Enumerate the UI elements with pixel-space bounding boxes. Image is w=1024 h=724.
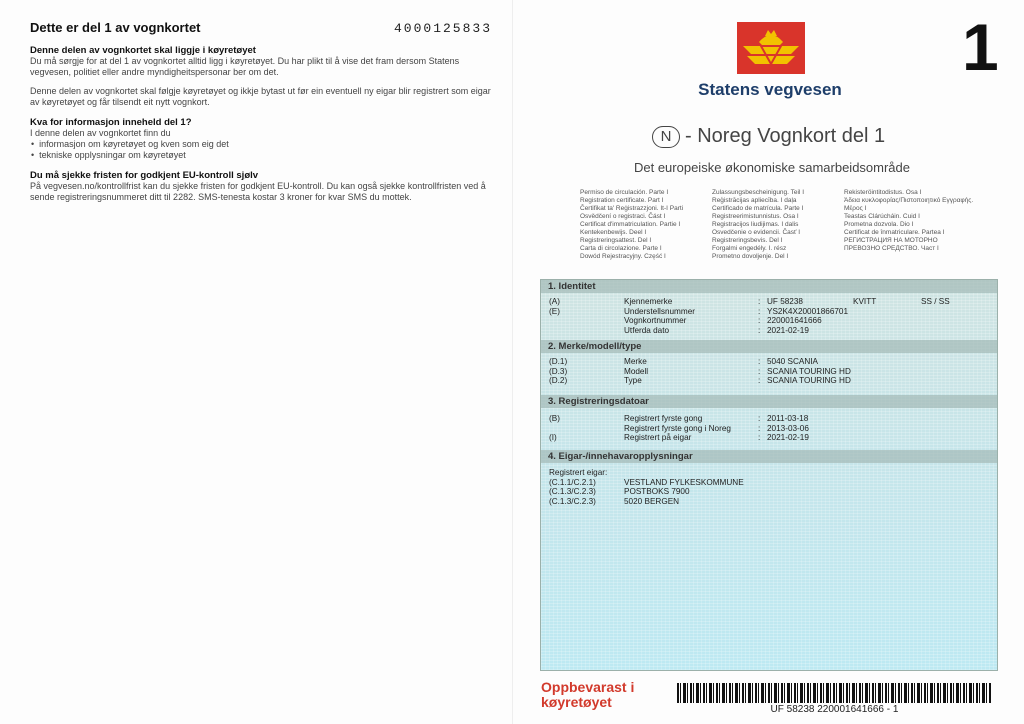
keep-in-vehicle-notice — [541, 680, 634, 710]
field-row — [541, 433, 997, 443]
list-item: • tekniske opplysningar om køyretøyet — [30, 150, 492, 161]
field-value: VESTLAND FYLKESKOMMUNE — [624, 477, 744, 487]
section-rows — [541, 463, 997, 506]
language-line: Registration certificate. Part I — [580, 197, 664, 204]
field-colon: : — [758, 357, 761, 366]
field-code: (C.1.1/C.2.1) — [549, 477, 596, 487]
field-label: Type — [624, 376, 642, 386]
field-colon: : — [758, 297, 761, 306]
language-line: Certificat d'immatriculation. Partie I — [580, 221, 681, 228]
field-value: SCANIA TOURING HD — [767, 376, 851, 386]
field-value: POSTBOKS 7900 — [624, 487, 690, 497]
page-number: 1 — [962, 10, 999, 84]
field-label: Merke — [624, 357, 647, 366]
paragraph: Du må sørgje for at del 1 av vognkortet alltid ligg i køyretøyet. Du har plikt til å vise det fram dersom Statens vegvesen, politiet eller andre myndigheitspersonar ber om det. — [30, 56, 460, 77]
section-heading: Du må sjekke fristen for godkjent EU-kontroll sjølv — [30, 170, 259, 181]
notice-line: Oppbevarast i — [541, 679, 635, 695]
field-value: UF 58238 — [767, 297, 803, 306]
statens-vegvesen-logo-icon — [737, 22, 805, 74]
brand-name: Statens vegvesen — [698, 80, 842, 99]
field-row — [541, 376, 997, 386]
language-line: Kentekenbewijs. Deel I — [580, 229, 647, 236]
field-row — [541, 497, 997, 507]
language-line: Permiso de circulación. Parte I — [580, 189, 669, 196]
field-code: (C.1.3/C.2.3) — [549, 496, 596, 506]
field-value: YS2K4X20001866701 — [767, 306, 849, 316]
field-row — [541, 297, 997, 307]
section-heading: Denne delen av vognkortet skal liggje i køyretøyet — [30, 45, 256, 56]
language-line: Carta di circolazione. Parte I — [580, 245, 662, 252]
field-code: (D.2) — [549, 376, 568, 386]
section-make-model — [541, 340, 997, 386]
language-line: Dowód Rejestracyjny. Część I — [580, 253, 666, 260]
instructions-header — [30, 20, 492, 36]
field-label: Registrert fyrste gong i Noreg — [624, 423, 731, 433]
country-code-badge: N — [652, 126, 680, 148]
language-line: Čertifikat ta' Reġistrazzjoni. It-I Parti — [580, 205, 684, 212]
field-code: (I) — [549, 433, 557, 443]
field-value: 2013-03-06 — [767, 423, 809, 433]
card-subtitle: Det europeiske økonomiske samarbeidsområde — [633, 160, 910, 175]
section-header: 4. Eigar-/innehavaropplysningar — [541, 450, 997, 463]
barcode-text: UF 58238 220001641666 - 1 — [770, 704, 899, 715]
language-line: Prometna dozvola. Dio I — [844, 221, 914, 228]
list-item: • informasjon om køyretøyet og kven som eig det — [30, 139, 492, 150]
language-line: Prometno dovoljenje. Del I — [712, 253, 789, 260]
language-line: Registreringsattest. Del I — [580, 237, 652, 244]
field-colon: : — [758, 423, 761, 433]
language-column — [712, 189, 842, 261]
field-label: Utferda dato — [624, 325, 670, 335]
field-code: (C.1.3/C.2.3) — [549, 487, 596, 497]
document-number: 4000125833 — [393, 21, 492, 36]
paragraph: På vegvesen.no/kontrollfrist kan du sjekke fristen for godkjent EU-kontroll. Du kan også sjekke kontrollfristen ved å sende registreringsnummeret ditt til 2282. SMS-tenesta kostar 3 kroner for kvar SMS du mottek. — [30, 181, 486, 202]
field-label: Understellsnummer — [624, 306, 695, 316]
field-value: 220001641666 — [767, 316, 822, 326]
language-line: Certificado de matrícula. Parte I — [712, 205, 804, 212]
field-colon: : — [758, 306, 761, 316]
registration-panel — [540, 279, 998, 671]
section-rows — [541, 353, 997, 386]
field-colon: : — [758, 366, 761, 376]
notice-line: køyretøyet — [541, 694, 612, 710]
field-row — [541, 424, 997, 434]
field-row — [541, 478, 997, 488]
language-line: РЕГИСТРАЦИЯ НА МОТОРНО ПРЕВОЗНО СРЕДСТВО. Част I — [844, 237, 939, 252]
field-colon: : — [758, 414, 761, 423]
language-line: Certificat de înmatriculare. Partea I — [844, 229, 945, 236]
info-list — [30, 139, 492, 161]
field-label: Registrert på eigar — [624, 433, 692, 443]
field-row — [541, 307, 997, 317]
language-line: Rekisteröintitodistus. Osa I — [844, 189, 922, 196]
field-colon: : — [758, 325, 761, 335]
field-value: SCANIA TOURING HD — [767, 366, 851, 376]
card-title-text: - Noreg Vognkort del 1 — [685, 125, 886, 147]
field-row — [541, 316, 997, 326]
barcode-icon — [677, 683, 992, 703]
language-line: Zulassungsbescheinigung. Teil I — [712, 189, 805, 196]
language-line: Reģistrācijas apliecība. I daļa — [712, 197, 797, 204]
paragraph: I denne delen av vognkortet finn du — [30, 128, 171, 138]
field-row — [541, 357, 997, 367]
owner-label: Registrert eigar: — [549, 468, 608, 477]
section-rows — [541, 408, 997, 443]
field-value: 5020 BERGEN — [624, 496, 680, 506]
field-row — [541, 367, 997, 377]
field-colon: : — [758, 376, 761, 386]
section-header: 1. Identitet — [541, 280, 997, 293]
language-column — [580, 189, 710, 261]
field-colon: : — [758, 316, 761, 326]
field-code: (B) — [549, 414, 560, 423]
language-line: Forgalmi engedély. I. rész — [712, 245, 787, 252]
field-code: (D.1) — [549, 357, 568, 366]
field-value: 5040 SCANIA — [767, 357, 818, 366]
section-rows — [541, 293, 997, 335]
field-value: 2021-02-19 — [767, 433, 809, 443]
field-row — [541, 468, 997, 478]
field-code: (A) — [549, 297, 560, 306]
document-title: Dette er del 1 av vognkortet — [30, 20, 201, 35]
plate-color-value: KVITT — [853, 297, 877, 306]
language-line: Teastas Clárúcháin. Cuid I — [844, 213, 920, 220]
section-identity — [541, 280, 997, 335]
section-registration-dates — [541, 395, 997, 443]
language-column — [844, 189, 974, 253]
field-code: (E) — [549, 306, 560, 316]
field-value: 2011-03-18 — [767, 414, 809, 423]
field-label: Registrert fyrste gong — [624, 414, 703, 423]
section-header: 3. Registreringsdatoar — [541, 395, 997, 408]
field-code: (D.3) — [549, 366, 568, 376]
paragraph: Denne delen av vognkortet skal følgje køyretøyet og ikkje bytast ut før ein eventuell ny eigar blir registrert som eigar av køyretøyet og får tilsendt eit nytt vognkort. — [30, 86, 491, 107]
page-fold — [512, 0, 513, 724]
field-value: 2021-02-19 — [767, 325, 809, 335]
language-line: Registracijos liudijimas. I dalis — [712, 221, 799, 228]
field-label: Vognkortnummer — [624, 316, 687, 326]
language-line: Άδεια κυκλοφορίας/Πιστοποιητικό Εγγραφής. Μέρος Ι — [844, 197, 974, 212]
section-owner — [541, 450, 997, 506]
language-line: Registreringsbevis. Del I — [712, 237, 783, 244]
field-row — [541, 487, 997, 497]
card-title — [652, 125, 885, 148]
plate-size-value: SS / SS — [921, 297, 950, 306]
field-row — [541, 326, 997, 336]
instructions-column — [30, 20, 492, 203]
language-line: Registreerimistunnistus. Osa I — [712, 213, 799, 220]
language-line: Osvedčenie o evidencii. Časť I — [712, 229, 801, 236]
section-heading: Kva for informasjon inneheld del 1? — [30, 117, 192, 128]
section-header: 2. Merke/modell/type — [541, 340, 997, 353]
field-label: Modell — [624, 366, 649, 376]
field-colon: : — [758, 433, 761, 443]
field-row — [541, 414, 997, 424]
language-line: Osvědčení o registraci. Část I — [580, 213, 666, 220]
field-label: Kjennemerke — [624, 297, 673, 306]
